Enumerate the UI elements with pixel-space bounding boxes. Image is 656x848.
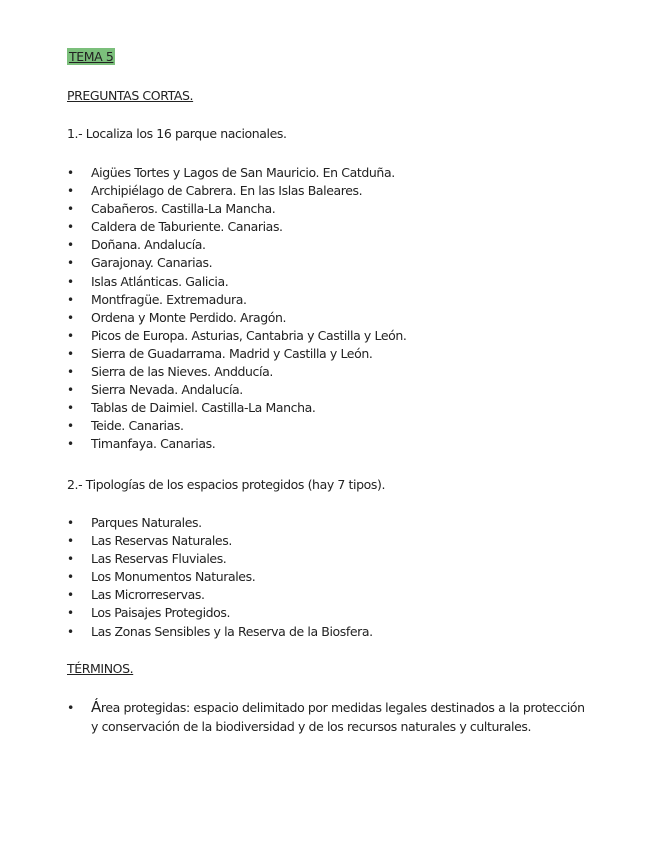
- list-item: • Tablas de Daimiel. Castilla-La Mancha.: [67, 399, 406, 417]
- list-item: • Aigües Tortes y Lagos de San Mauricio. En Catduña.: [67, 164, 406, 182]
- question-1-prompt: 1.- Localiza los 16 parque nacionales.: [67, 126, 287, 141]
- list-item: • Islas Atlánticas. Galicia.: [67, 273, 406, 291]
- list-item: • Parques Naturales.: [67, 514, 373, 532]
- list-item: • Garajonay. Canarias.: [67, 254, 406, 272]
- list-item: • Las Reservas Naturales.: [67, 532, 373, 550]
- list-item: • Teide. Canarias.: [67, 417, 406, 435]
- list-item: • Sierra de Guadarrama. Madrid y Castilla y León.: [67, 345, 406, 363]
- list-item: • Timanfaya. Canarias.: [67, 435, 406, 453]
- list-item: • Los Monumentos Naturales.: [67, 568, 373, 586]
- term-initial: Á: [91, 698, 101, 716]
- protected-area-types-list: [67, 514, 373, 641]
- list-item: • Las Zonas Sensibles y la Reserva de la Biosfera.: [67, 623, 373, 641]
- list-item: • Archipiélago de Cabrera. En las Islas Baleares.: [67, 182, 406, 200]
- term-definition-text: rea protegidas: espacio delimitado por medidas legales destinados a la protección y conservación de la biodiversidad y de los recursos naturales y culturales.: [91, 700, 585, 734]
- list-item: • Sierra de las Nieves. Andducía.: [67, 363, 406, 381]
- list-item: • Cabañeros. Castilla-La Mancha.: [67, 200, 406, 218]
- list-item: • Doñana. Andalucía.: [67, 236, 406, 254]
- list-item: • Caldera de Taburiente. Canarias.: [67, 218, 406, 236]
- topic-label: TEMA 5: [69, 49, 114, 64]
- list-item: • Ordena y Monte Perdido. Aragón.: [67, 309, 406, 327]
- section-title-terms: TÉRMINOS.: [67, 661, 134, 676]
- section-title-short-questions: PREGUNTAS CORTAS.: [67, 88, 194, 103]
- national-parks-list: [67, 164, 406, 454]
- list-item: • Picos de Europa. Asturias, Cantabria y Castilla y León.: [67, 327, 406, 345]
- list-item: • Las Reservas Fluviales.: [67, 550, 373, 568]
- list-item: • Montfragüe. Extremadura.: [67, 291, 406, 309]
- list-item: • Sierra Nevada. Andalucía.: [67, 381, 406, 399]
- list-item: • Las Microrreservas.: [67, 586, 373, 604]
- list-item: • Los Paisajes Protegidos.: [67, 604, 373, 622]
- term-definition: [67, 698, 587, 736]
- question-2-prompt: 2.- Tipologías de los espacios protegidos (hay 7 tipos).: [67, 477, 386, 492]
